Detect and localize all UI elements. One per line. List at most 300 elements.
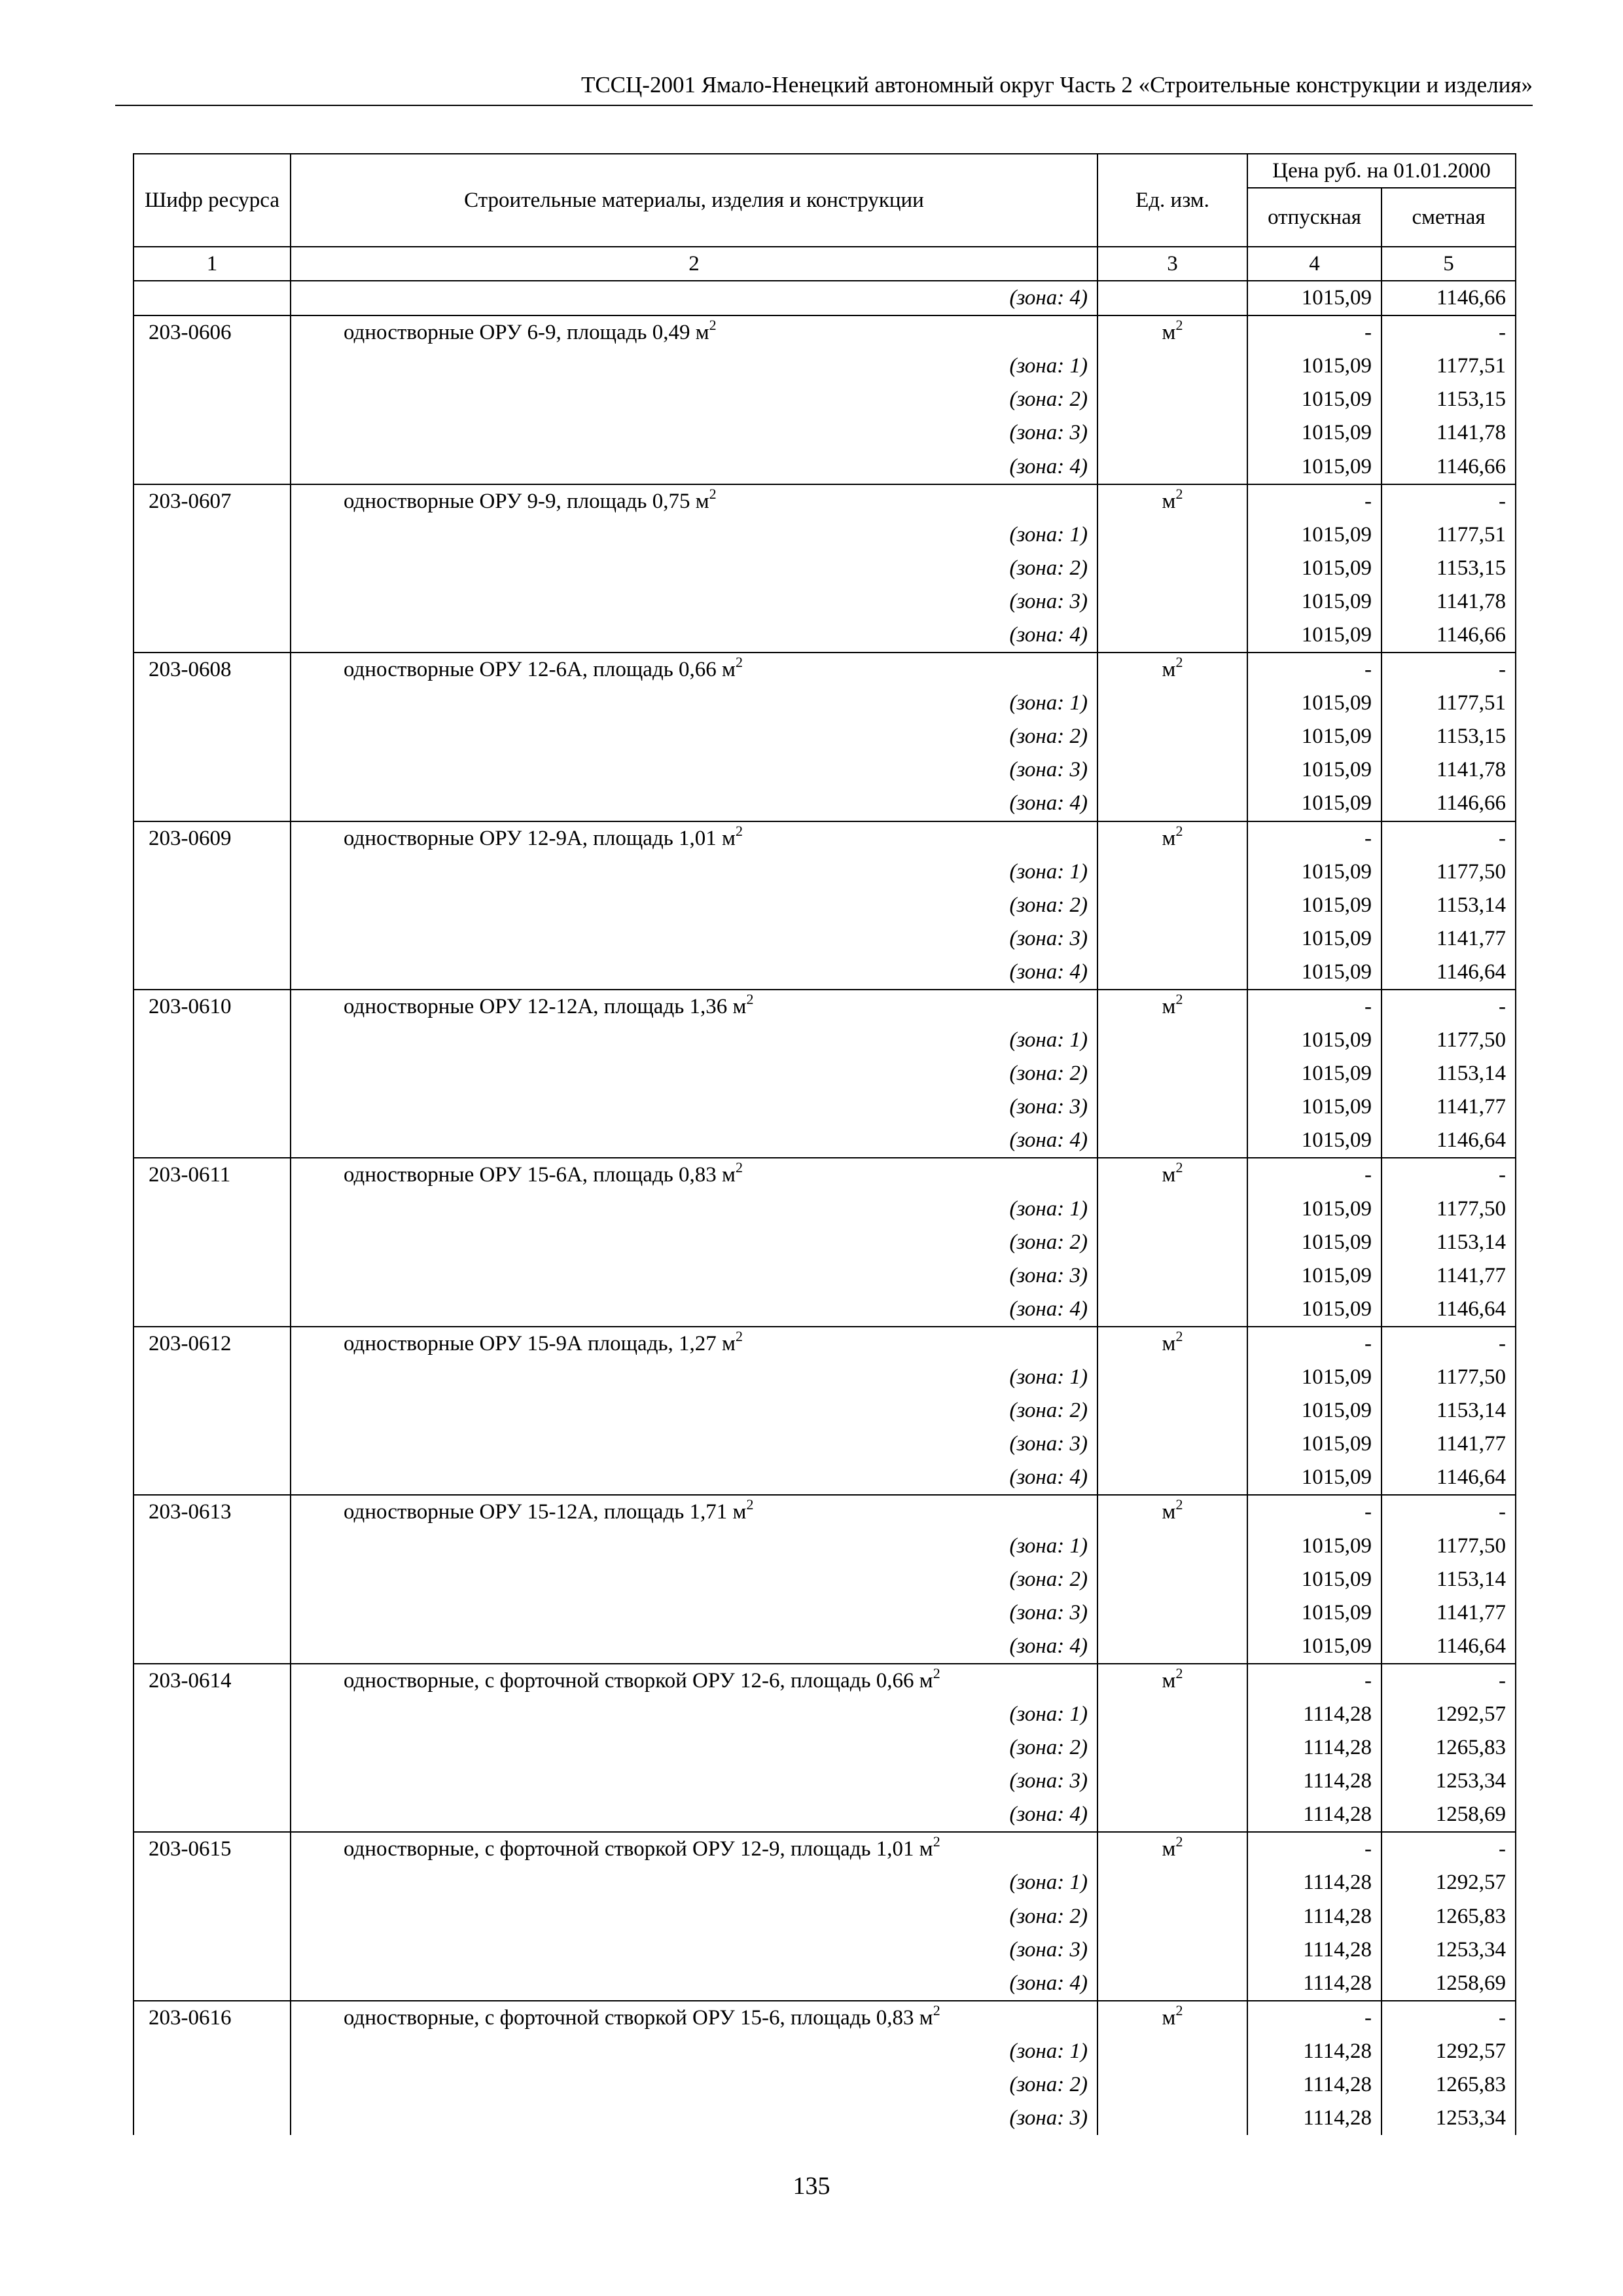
cell-code xyxy=(134,787,291,821)
resource-name-text: одностворные, с форточной створкой ОРУ 12-6, площадь 0,66 м xyxy=(344,1668,933,1693)
estimate-price: 1146,64 xyxy=(1382,1293,1516,1327)
estimate-price: 1146,64 xyxy=(1382,956,1516,990)
cell-unit xyxy=(1097,1226,1247,1259)
resource-name xyxy=(291,2001,1097,2035)
estimate-price: 1146,64 xyxy=(1382,1461,1516,1495)
cell-code xyxy=(134,753,291,787)
estimate-price: 1177,50 xyxy=(1382,855,1516,889)
resource-group xyxy=(134,2001,1516,2135)
resource-unit xyxy=(1097,990,1247,1024)
cell-code xyxy=(134,2102,291,2135)
release-price: 1015,09 xyxy=(1247,687,1382,720)
cell-code xyxy=(134,1461,291,1495)
resource-unit xyxy=(1097,484,1247,518)
release-price: 1015,09 xyxy=(1247,1596,1382,1630)
cell-code xyxy=(134,416,291,450)
resource-name xyxy=(291,484,1097,518)
estimate-price: - xyxy=(1382,315,1516,350)
col-header-release: отпускная xyxy=(1247,188,1382,247)
resource-code: 203-0611 xyxy=(134,1158,291,1192)
release-price: 1015,09 xyxy=(1247,922,1382,956)
cell-code xyxy=(134,1057,291,1090)
release-price: 1015,09 xyxy=(1247,1124,1382,1158)
estimate-price: - xyxy=(1382,1495,1516,1529)
resource-code: 203-0609 xyxy=(134,821,291,855)
resource-code: 203-0607 xyxy=(134,484,291,518)
zone-row xyxy=(134,1461,1516,1495)
col-header-price: Цена руб. на 01.01.2000 xyxy=(1247,154,1516,188)
cell-code xyxy=(134,1394,291,1427)
cell-unit xyxy=(1097,753,1247,787)
cell-code xyxy=(134,1967,291,2001)
zone-label: (зона: 3) xyxy=(291,1259,1097,1293)
zone-row xyxy=(134,1193,1516,1226)
cell-code xyxy=(134,720,291,753)
resource-name xyxy=(291,653,1097,687)
release-price: 1015,09 xyxy=(1247,1529,1382,1562)
release-price: 1015,09 xyxy=(1247,720,1382,753)
unit-text: м xyxy=(1162,2005,1176,2030)
estimate-price: 1141,78 xyxy=(1382,585,1516,619)
cell-code xyxy=(134,1900,291,1933)
superscript: 2 xyxy=(709,317,717,334)
cell-code xyxy=(134,1933,291,1967)
cell-unit xyxy=(1097,518,1247,552)
release-price: 1114,28 xyxy=(1247,1900,1382,1933)
cell-unit xyxy=(1097,1900,1247,1933)
zone-label: (зона: 3) xyxy=(291,416,1097,450)
zone-row xyxy=(134,1596,1516,1630)
release-price: 1114,28 xyxy=(1247,2035,1382,2068)
col-header-unit: Ед. изм. xyxy=(1097,154,1247,247)
estimate-price: 1153,15 xyxy=(1382,720,1516,753)
resource-group xyxy=(134,1664,1516,1832)
cell-unit xyxy=(1097,1596,1247,1630)
resource-name xyxy=(291,1664,1097,1698)
unit-text: м xyxy=(1162,1668,1176,1693)
col-index: 4 xyxy=(1247,247,1382,281)
zone-label: (зона: 2) xyxy=(291,1057,1097,1090)
unit-text: м xyxy=(1162,321,1176,345)
zone-label: (зона: 2) xyxy=(291,2068,1097,2102)
resource-code: 203-0606 xyxy=(134,315,291,350)
release-price: - xyxy=(1247,821,1382,855)
estimate-price: 1141,77 xyxy=(1382,1090,1516,1124)
cell-code xyxy=(134,350,291,383)
zone-label: (зона: 4) xyxy=(291,450,1097,484)
zone-row xyxy=(134,1698,1516,1731)
estimate-price: 1177,51 xyxy=(1382,350,1516,383)
zone-label: (зона: 1) xyxy=(291,1866,1097,1899)
estimate-price: 1177,50 xyxy=(1382,1193,1516,1226)
estimate-price: 1146,64 xyxy=(1382,1630,1516,1664)
cell-code xyxy=(134,1765,291,1798)
release-price: 1114,28 xyxy=(1247,2102,1382,2135)
zone-label: (зона: 3) xyxy=(291,1427,1097,1461)
estimate-price: 1146,66 xyxy=(1382,787,1516,821)
cell-unit xyxy=(1097,687,1247,720)
cell-code xyxy=(134,1529,291,1562)
release-price: - xyxy=(1247,990,1382,1024)
resource-unit xyxy=(1097,821,1247,855)
cell-code xyxy=(134,1361,291,1394)
cell-code xyxy=(134,1866,291,1899)
zone-label: (зона: 1) xyxy=(291,687,1097,720)
cell-code xyxy=(134,281,291,315)
cell-unit xyxy=(1097,1630,1247,1664)
zone-row xyxy=(134,416,1516,450)
zone-label: (зона: 2) xyxy=(291,1731,1097,1765)
cell-unit xyxy=(1097,1866,1247,1899)
cell-unit xyxy=(1097,619,1247,653)
zone-row xyxy=(134,1933,1516,1967)
release-price: 1015,09 xyxy=(1247,1090,1382,1124)
zone-label: (зона: 1) xyxy=(291,350,1097,383)
col-header-estimate: сметная xyxy=(1382,188,1516,247)
resource-name-text: одностворные, с форточной створкой ОРУ 12-9, площадь 1,01 м xyxy=(344,1837,933,1861)
release-price: 1015,09 xyxy=(1247,350,1382,383)
resource-unit xyxy=(1097,1664,1247,1698)
superscript: 2 xyxy=(709,485,717,502)
resource-name xyxy=(291,990,1097,1024)
zone-label: (зона: 4) xyxy=(291,956,1097,990)
release-price: 1015,09 xyxy=(1247,281,1382,315)
resource-unit xyxy=(1097,315,1247,350)
estimate-price: 1141,77 xyxy=(1382,922,1516,956)
cell-code xyxy=(134,1630,291,1664)
cell-unit xyxy=(1097,350,1247,383)
header-rule xyxy=(115,105,1533,106)
estimate-price: 1292,57 xyxy=(1382,2035,1516,2068)
zone-row xyxy=(134,956,1516,990)
cell-unit xyxy=(1097,383,1247,416)
zone-label: (зона: 2) xyxy=(291,1900,1097,1933)
col-header-name: Строительные материалы, изделия и конструкции xyxy=(291,154,1097,247)
release-price: 1015,09 xyxy=(1247,1361,1382,1394)
estimate-price: 1146,64 xyxy=(1382,1124,1516,1158)
unit-text: м xyxy=(1162,826,1176,850)
zone-label: (зона: 2) xyxy=(291,1226,1097,1259)
release-price: 1015,09 xyxy=(1247,619,1382,653)
zone-label: (зона: 4) xyxy=(291,1124,1097,1158)
release-price: - xyxy=(1247,1158,1382,1192)
unit-text: м xyxy=(1162,1331,1176,1355)
release-price: - xyxy=(1247,484,1382,518)
release-price: 1114,28 xyxy=(1247,1798,1382,1832)
estimate-price: 1153,14 xyxy=(1382,1563,1516,1596)
zone-label: (зона: 2) xyxy=(291,1563,1097,1596)
zone-row xyxy=(134,1361,1516,1394)
estimate-price: 1146,66 xyxy=(1382,450,1516,484)
resource-name-text: одностворные ОРУ 15-9А площадь, 1,27 м xyxy=(344,1331,736,1355)
resource-row xyxy=(134,1327,1516,1361)
estimate-price: 1153,14 xyxy=(1382,1394,1516,1427)
cell-code xyxy=(134,2068,291,2102)
release-price: 1015,09 xyxy=(1247,1024,1382,1057)
zone-row xyxy=(134,1765,1516,1798)
cell-unit xyxy=(1097,416,1247,450)
resource-name-text: одностворные, с форточной створкой ОРУ 15-6, площадь 0,83 м xyxy=(344,2005,933,2030)
release-price: 1114,28 xyxy=(1247,1866,1382,1899)
cell-unit xyxy=(1097,1563,1247,1596)
release-price: 1015,09 xyxy=(1247,1461,1382,1495)
estimate-price: 1177,50 xyxy=(1382,1529,1516,1562)
cell-unit xyxy=(1097,1765,1247,1798)
release-price: 1015,09 xyxy=(1247,855,1382,889)
zone-row xyxy=(134,1293,1516,1327)
resource-row xyxy=(134,1832,1516,1866)
zone-label: (зона: 1) xyxy=(291,1361,1097,1394)
estimate-price: 1177,50 xyxy=(1382,1024,1516,1057)
release-price: 1015,09 xyxy=(1247,552,1382,585)
superscript: 2 xyxy=(746,990,754,1007)
estimate-price: 1146,66 xyxy=(1382,281,1516,315)
unit-text: м xyxy=(1162,994,1176,1018)
zone-row xyxy=(134,619,1516,653)
cell-unit xyxy=(1097,552,1247,585)
resource-code: 203-0613 xyxy=(134,1495,291,1529)
estimate-price: 1292,57 xyxy=(1382,1698,1516,1731)
estimate-price: - xyxy=(1382,653,1516,687)
estimate-price: 1253,34 xyxy=(1382,1765,1516,1798)
resource-row xyxy=(134,1158,1516,1192)
cell-code xyxy=(134,687,291,720)
estimate-price: - xyxy=(1382,821,1516,855)
cell-unit xyxy=(1097,1193,1247,1226)
resource-unit xyxy=(1097,1495,1247,1529)
cell-code xyxy=(134,450,291,484)
resource-group xyxy=(134,1832,1516,2000)
estimate-price: - xyxy=(1382,1664,1516,1698)
col-header-code: Шифр ресурса xyxy=(134,154,291,247)
running-header: ТССЦ-2001 Ямало-Ненецкий автономный округ Часть 2 «Строительные конструкции и изделия» xyxy=(580,72,1533,98)
col-index: 5 xyxy=(1382,247,1516,281)
superscript: 2 xyxy=(933,1833,940,1850)
resource-name xyxy=(291,315,1097,350)
carry-over-row xyxy=(134,281,1516,315)
release-price: 1015,09 xyxy=(1247,383,1382,416)
cell-code xyxy=(134,1124,291,1158)
estimate-price: 1258,69 xyxy=(1382,1798,1516,1832)
zone-label: (зона: 3) xyxy=(291,585,1097,619)
superscript: 2 xyxy=(1175,2001,1183,2018)
cell-code xyxy=(134,1259,291,1293)
release-price: 1015,09 xyxy=(1247,1563,1382,1596)
estimate-price: 1265,83 xyxy=(1382,1731,1516,1765)
estimate-price: - xyxy=(1382,1832,1516,1866)
unit-text: м xyxy=(1162,658,1176,682)
zone-row xyxy=(134,1529,1516,1562)
cell-code xyxy=(134,1193,291,1226)
zone-row xyxy=(134,1259,1516,1293)
estimate-price: - xyxy=(1382,484,1516,518)
zone-label: (зона: 3) xyxy=(291,922,1097,956)
estimate-price: 1146,66 xyxy=(1382,619,1516,653)
zone-label: (зона: 1) xyxy=(291,1193,1097,1226)
estimate-price: 1141,78 xyxy=(1382,753,1516,787)
resource-row xyxy=(134,821,1516,855)
zone-label: (зона: 2) xyxy=(291,889,1097,922)
release-price: 1015,09 xyxy=(1247,889,1382,922)
release-price: 1114,28 xyxy=(1247,1765,1382,1798)
superscript: 2 xyxy=(1175,1664,1183,1681)
cell-code xyxy=(134,1226,291,1259)
resource-group xyxy=(134,990,1516,1158)
zone-label: (зона: 2) xyxy=(291,552,1097,585)
cell-code xyxy=(134,1090,291,1124)
zone-row xyxy=(134,855,1516,889)
release-price: 1015,09 xyxy=(1247,787,1382,821)
resource-group xyxy=(134,1158,1516,1326)
cell-code xyxy=(134,1731,291,1765)
release-price: 1015,09 xyxy=(1247,450,1382,484)
zone-row xyxy=(134,1226,1516,1259)
zone-label: (зона: 4) xyxy=(291,1461,1097,1495)
resource-name xyxy=(291,1327,1097,1361)
cell-unit xyxy=(1097,2068,1247,2102)
zone-label: (зона: 4) xyxy=(291,1630,1097,1664)
zone-row xyxy=(134,687,1516,720)
estimate-price: - xyxy=(1382,1158,1516,1192)
cell-unit xyxy=(1097,787,1247,821)
unit-text: м xyxy=(1162,489,1176,513)
cell-code xyxy=(134,922,291,956)
cell-code xyxy=(134,1698,291,1731)
zone-label: (зона: 3) xyxy=(291,2102,1097,2135)
cell-code xyxy=(134,383,291,416)
zone-row xyxy=(134,1057,1516,1090)
zone-row xyxy=(134,1967,1516,2001)
superscript: 2 xyxy=(735,822,743,839)
zone-row xyxy=(134,720,1516,753)
release-price: 1015,09 xyxy=(1247,1226,1382,1259)
zone-label: (зона: 4) xyxy=(291,787,1097,821)
estimate-price: 1265,83 xyxy=(1382,2068,1516,2102)
superscript: 2 xyxy=(933,2001,940,2018)
release-price: 1015,09 xyxy=(1247,585,1382,619)
zone-label: (зона: 2) xyxy=(291,720,1097,753)
zone-label: (зона: 4) xyxy=(291,1967,1097,2001)
cell-unit xyxy=(1097,720,1247,753)
unit-text: м xyxy=(1162,1163,1176,1187)
zone-label: (зона: 4) xyxy=(291,1293,1097,1327)
zone-label: (зона: 4) xyxy=(291,619,1097,653)
resource-group xyxy=(134,1495,1516,1663)
zone-row xyxy=(134,518,1516,552)
estimate-price: 1253,34 xyxy=(1382,2102,1516,2135)
resource-row xyxy=(134,1495,1516,1529)
zone-label: (зона: 1) xyxy=(291,2035,1097,2068)
zone-row xyxy=(134,1563,1516,1596)
zone-row xyxy=(134,552,1516,585)
resource-row xyxy=(134,990,1516,1024)
price-table xyxy=(133,153,1516,2135)
resource-name xyxy=(291,1158,1097,1192)
resource-code: 203-0608 xyxy=(134,653,291,687)
resource-name xyxy=(291,1832,1097,1866)
estimate-price: 1253,34 xyxy=(1382,1933,1516,1967)
estimate-price: 1177,50 xyxy=(1382,1361,1516,1394)
zone-row xyxy=(134,1394,1516,1427)
zone-label: (зона: 1) xyxy=(291,855,1097,889)
release-price: 1015,09 xyxy=(1247,518,1382,552)
resource-row xyxy=(134,484,1516,518)
cell-unit xyxy=(1097,1124,1247,1158)
col-index: 3 xyxy=(1097,247,1247,281)
release-price: 1114,28 xyxy=(1247,1933,1382,1967)
release-price: 1015,09 xyxy=(1247,753,1382,787)
resource-group xyxy=(134,1327,1516,1495)
col-index: 2 xyxy=(291,247,1097,281)
estimate-price: - xyxy=(1382,2001,1516,2035)
resource-unit xyxy=(1097,2001,1247,2035)
cell-unit xyxy=(1097,450,1247,484)
zone-row xyxy=(134,383,1516,416)
zone-row xyxy=(134,1090,1516,1124)
resource-code: 203-0610 xyxy=(134,990,291,1024)
zone-row xyxy=(134,753,1516,787)
cell-unit xyxy=(1097,1461,1247,1495)
release-price: - xyxy=(1247,653,1382,687)
zone-label: (зона: 1) xyxy=(291,1024,1097,1057)
resource-unit xyxy=(1097,1327,1247,1361)
estimate-price: - xyxy=(1382,990,1516,1024)
cell-unit xyxy=(1097,1731,1247,1765)
superscript: 2 xyxy=(933,1664,940,1681)
cell-unit xyxy=(1097,1698,1247,1731)
release-price: 1114,28 xyxy=(1247,1698,1382,1731)
resource-code: 203-0612 xyxy=(134,1327,291,1361)
cell-code xyxy=(134,1293,291,1327)
superscript: 2 xyxy=(1175,1327,1183,1344)
zone-label: (зона: 4) xyxy=(291,1798,1097,1832)
superscript: 2 xyxy=(735,654,743,671)
cell-code xyxy=(134,956,291,990)
superscript: 2 xyxy=(1175,654,1183,671)
resource-group xyxy=(134,315,1516,484)
cell-unit xyxy=(1097,1798,1247,1832)
estimate-price: 1141,77 xyxy=(1382,1427,1516,1461)
resource-name-text: одностворные ОРУ 15-12А, площадь 1,71 м xyxy=(344,1500,747,1524)
superscript: 2 xyxy=(1175,1833,1183,1850)
superscript: 2 xyxy=(746,1496,754,1513)
estimate-price: 1141,78 xyxy=(1382,416,1516,450)
zone-row xyxy=(134,2068,1516,2102)
cell-unit xyxy=(1097,2035,1247,2068)
zone-row xyxy=(134,1630,1516,1664)
cell-unit xyxy=(1097,1394,1247,1427)
zone-label: (зона: 3) xyxy=(291,1933,1097,1967)
cell-code xyxy=(134,2035,291,2068)
superscript: 2 xyxy=(1175,990,1183,1007)
cell-unit xyxy=(1097,855,1247,889)
cell-code xyxy=(134,619,291,653)
resource-group xyxy=(134,653,1516,821)
release-price: 1015,09 xyxy=(1247,1259,1382,1293)
release-price: 1015,09 xyxy=(1247,1394,1382,1427)
resource-row xyxy=(134,1664,1516,1698)
estimate-price: 1153,15 xyxy=(1382,552,1516,585)
zone-label: (зона: 3) xyxy=(291,1596,1097,1630)
cell-code xyxy=(134,889,291,922)
zone-row xyxy=(134,350,1516,383)
cell-unit xyxy=(1097,1090,1247,1124)
estimate-price: 1292,57 xyxy=(1382,1866,1516,1899)
cell-code xyxy=(134,552,291,585)
estimate-price: 1141,77 xyxy=(1382,1259,1516,1293)
resource-row xyxy=(134,2001,1516,2035)
cell-unit xyxy=(1097,1933,1247,1967)
